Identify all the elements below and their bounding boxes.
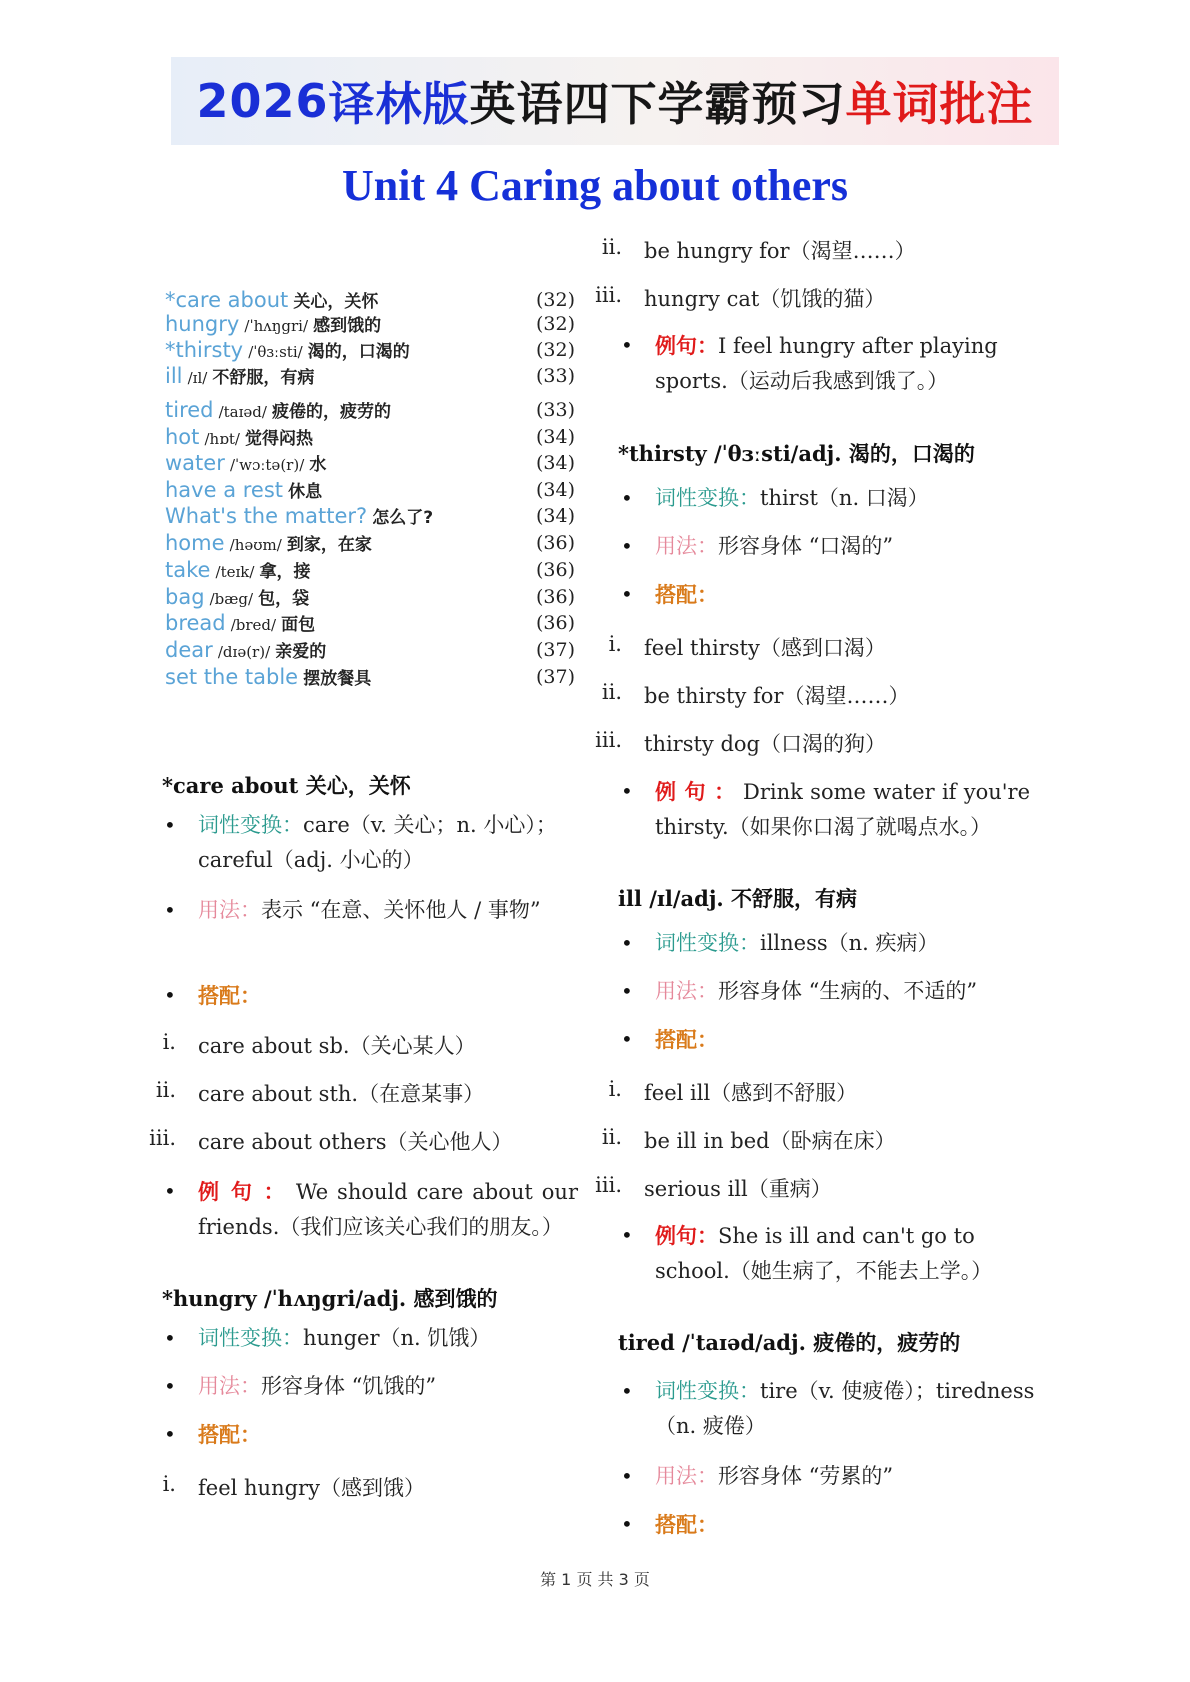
collocation — [655, 1022, 718, 1058]
vocab-word: hungry — [165, 312, 240, 336]
vocab-row — [165, 610, 575, 636]
pos-change — [655, 481, 1050, 516]
vocab-word: ill — [165, 364, 183, 388]
vocab-word: bread — [165, 611, 226, 635]
vocab-zh: 亲爱的 — [275, 642, 327, 662]
banner-publisher: 译林版 — [328, 77, 470, 131]
vocab-page: (36) — [535, 612, 575, 634]
page-banner — [171, 57, 1059, 145]
vocab-row — [165, 450, 575, 476]
vocab-page: (36) — [535, 559, 575, 581]
vocab-row — [165, 637, 575, 663]
usage — [198, 893, 578, 928]
pos-label: 词性变换： — [655, 1379, 760, 1403]
vocab-row — [165, 664, 575, 690]
entry-head: *care about 关心，关怀 — [162, 773, 411, 798]
collocation — [655, 1507, 718, 1543]
vocab-word: water — [165, 451, 225, 475]
vocab-page: (32) — [535, 313, 575, 335]
vocab-row — [165, 584, 575, 610]
collocation — [198, 978, 261, 1014]
colloc-label: 搭配： — [655, 582, 718, 607]
colloc-label: 搭配： — [198, 983, 261, 1008]
vocab-zh: 觉得闷热 — [245, 429, 313, 449]
vocab-row — [165, 530, 575, 556]
vocab-zh: 到家，在家 — [286, 535, 372, 555]
banner-subject: 英语四下学霸预习 — [469, 77, 846, 131]
usage-text: 形容身体 “生病的、不适的” — [718, 979, 978, 1003]
usage — [198, 1369, 578, 1404]
vocab-zh: 不舒服，有病 — [212, 368, 315, 388]
vocab-phonetic: /həʊm/ — [229, 536, 282, 554]
vocab-zh: 拿，接 — [259, 562, 311, 582]
vocab-page: (34) — [535, 479, 575, 501]
collocation — [198, 1417, 261, 1453]
pos-change — [198, 808, 578, 878]
vocab-page: (33) — [535, 399, 575, 421]
pos-text: illness（n. 疾病） — [760, 931, 939, 955]
example — [655, 1218, 1050, 1289]
vocab-word: take — [165, 558, 211, 582]
usage-text: 形容身体 “口渴的” — [718, 534, 894, 558]
usage — [655, 974, 1050, 1009]
pos-label: 词性变换： — [198, 1326, 303, 1350]
example — [655, 774, 1030, 845]
example-text: We should care about our friends.（我们应该关心我们的朋友。） — [198, 1180, 578, 1239]
pos-change — [655, 1374, 1050, 1444]
example-label: 例句： — [655, 333, 718, 358]
pos-text: hunger（n. 饥饿） — [303, 1326, 491, 1350]
vocab-word: thirsty — [175, 338, 244, 362]
vocab-zh: 渴的，口渴的 — [307, 342, 410, 362]
usage-label: 用法： — [198, 898, 261, 922]
example-label: 例 句 ： — [655, 779, 736, 804]
vocab-word: dear — [165, 638, 213, 662]
vocab-phonetic: /ɪl/ — [187, 369, 208, 387]
vocab-word: tired — [165, 398, 214, 422]
vocab-word: What's the matter? — [165, 504, 368, 528]
example-label: 例 句 ： — [198, 1179, 287, 1204]
vocab-row — [165, 477, 575, 503]
vocab-row — [165, 397, 575, 423]
vocab-zh: 摆放餐具 — [303, 669, 372, 689]
colloc-label: 搭配： — [655, 1027, 718, 1052]
entry-head: *hungry /ˈhʌŋgri/adj. 感到饿的 — [162, 1286, 498, 1311]
vocab-page: (32) — [535, 339, 575, 361]
vocab-page: (36) — [535, 586, 575, 608]
vocab-row — [165, 287, 575, 313]
usage — [655, 529, 1050, 564]
vocab-word: bag — [165, 585, 205, 609]
vocab-zh: 疲倦的，疲劳的 — [272, 402, 392, 422]
usage — [655, 1459, 1050, 1494]
vocab-star: * — [165, 288, 176, 312]
vocab-phonetic: /ˈθɜːsti/ — [248, 343, 303, 361]
vocab-row — [165, 503, 575, 529]
pos-label: 词性变换： — [198, 813, 303, 837]
vocab-word: care about — [175, 288, 289, 312]
example-text: She is ill and can't go to school.（她生病了，不能去上学。） — [655, 1224, 993, 1283]
vocab-phonetic: /bred/ — [230, 616, 277, 634]
pos-text: thirst（n. 口渴） — [760, 486, 929, 510]
entry-head: *thirsty /ˈθɜːsti/adj. 渴的，口渴的 — [618, 441, 975, 466]
vocab-phonetic: /ˈhʌŋgri/ — [244, 317, 309, 335]
vocab-page: (34) — [535, 452, 575, 474]
banner-topic: 单词批注 — [845, 77, 1034, 131]
usage-label: 用法： — [655, 1464, 718, 1488]
colloc-label: 搭配： — [655, 1512, 718, 1537]
vocab-phonetic: /taɪəd/ — [218, 403, 267, 421]
vocab-zh: 面包 — [281, 615, 316, 635]
usage-label: 用法： — [655, 534, 718, 558]
vocab-row — [165, 311, 575, 337]
vocab-phonetic: /ˈwɔːtə(r)/ — [229, 456, 305, 474]
vocab-zh: 休息 — [288, 482, 323, 502]
example-label: 例句： — [655, 1223, 718, 1248]
vocab-zh: 感到饿的 — [313, 316, 382, 336]
vocab-page: (37) — [535, 666, 575, 688]
vocab-word: hot — [165, 425, 200, 449]
pos-text: tire（v. 使疲倦）；tiredness（n. 疲倦） — [655, 1379, 1035, 1438]
vocab-phonetic: /hɒt/ — [204, 430, 240, 448]
vocab-word: home — [165, 531, 225, 555]
vocab-star: * — [165, 338, 176, 362]
vocab-zh: 包，袋 — [258, 589, 310, 609]
usage-label: 用法： — [655, 979, 718, 1003]
usage-text: 表示 “在意、关怀他人 / 事物” — [261, 898, 541, 922]
usage-label: 用法： — [198, 1374, 261, 1398]
usage-text: 形容身体 “劳累的” — [718, 1464, 894, 1488]
vocab-page: (32) — [535, 289, 575, 311]
colloc-label: 搭配： — [198, 1422, 261, 1447]
pos-label: 词性变换： — [655, 931, 760, 955]
entry-head: ill /ɪl/adj. 不舒服，有病 — [618, 886, 858, 911]
vocab-word: have a rest — [165, 478, 284, 502]
pos-label: 词性变换： — [655, 486, 760, 510]
vocab-row — [165, 424, 575, 450]
vocab-phonetic: /bæg/ — [209, 590, 254, 608]
vocab-zh: 怎么了? — [372, 508, 434, 528]
unit-title: Unit 4 Caring about others — [341, 161, 849, 210]
vocab-row — [165, 363, 575, 389]
usage-text: 形容身体 “饥饿的” — [261, 1374, 437, 1398]
page-footer: 第 1 页 共 3 页 — [540, 1570, 650, 1589]
vocab-row — [165, 557, 575, 583]
vocab-page: (34) — [535, 505, 575, 527]
example — [655, 328, 1050, 399]
vocab-phonetic: /dɪə(r)/ — [217, 643, 271, 661]
example-text: I feel hungry after playing sports.（运动后我感到饿了。） — [655, 334, 998, 393]
pos-text: care（v. 关心；n. 小心）；careful（adj. 小心的） — [198, 813, 557, 872]
vocab-phonetic: /teɪk/ — [215, 563, 255, 581]
example-text: Drink some water if you're thirsty.（如果你口渴了就喝点水。） — [655, 780, 1030, 839]
vocab-word: set the table — [165, 665, 299, 689]
entry-head: tired /ˈtaɪəd/adj. 疲倦的，疲劳的 — [618, 1330, 961, 1355]
vocab-page: (33) — [535, 365, 575, 387]
vocab-page: (37) — [535, 639, 575, 661]
vocab-row — [165, 337, 575, 363]
vocab-zh: 关心，关怀 — [293, 292, 379, 312]
collocation — [655, 577, 718, 613]
pos-change — [655, 926, 1050, 961]
vocab-zh: 水 — [309, 455, 327, 475]
banner-year: 2026 — [196, 74, 329, 128]
vocab-page: (36) — [535, 532, 575, 554]
vocab-page: (34) — [535, 426, 575, 448]
pos-change — [198, 1321, 578, 1356]
example — [198, 1174, 578, 1245]
